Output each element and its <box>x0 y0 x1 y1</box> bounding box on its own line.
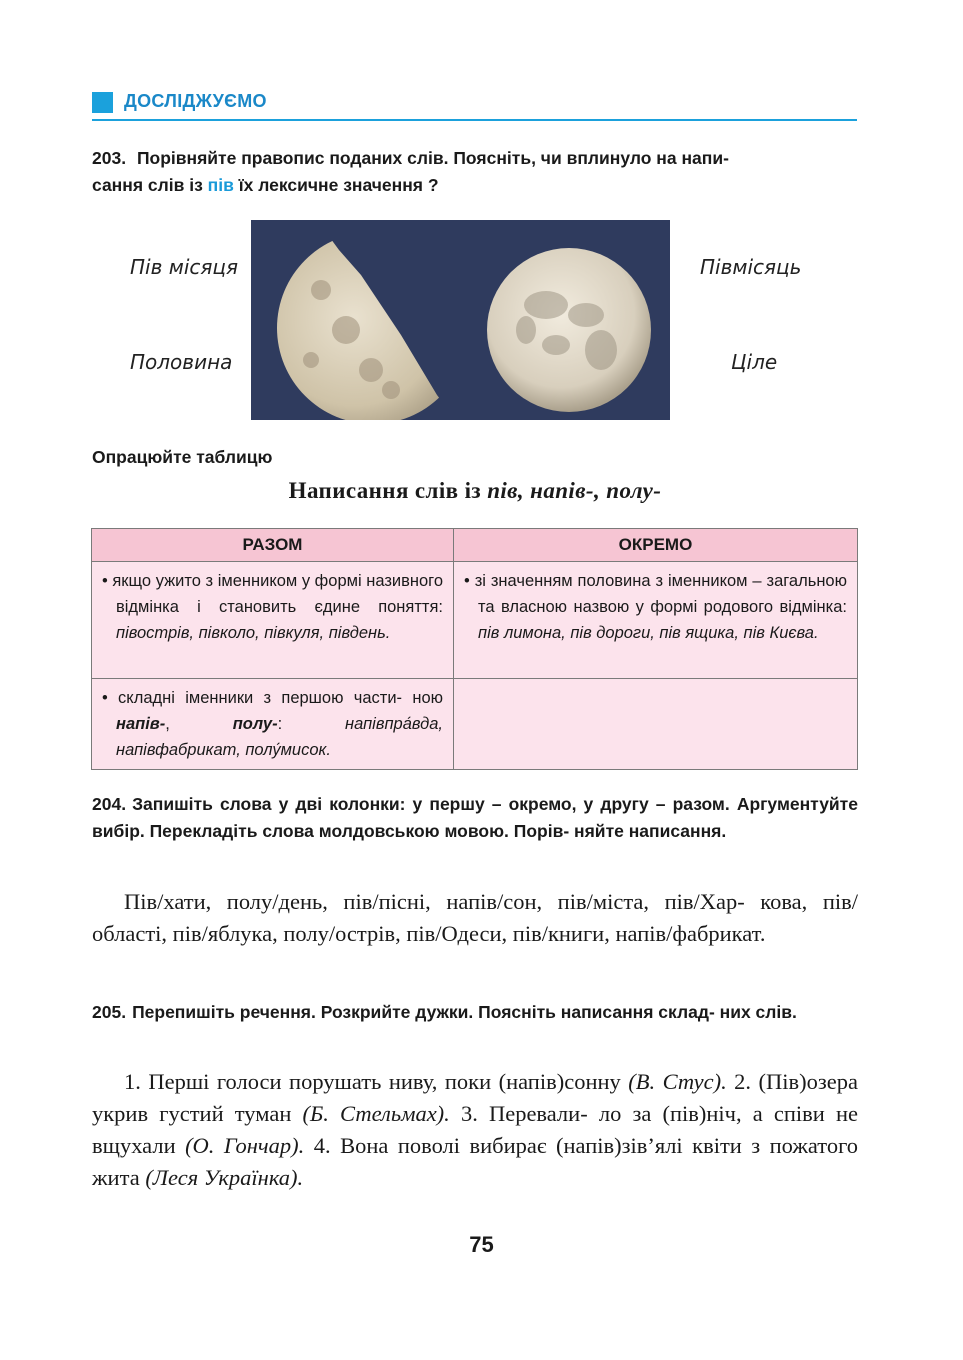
sentence-2: 2. (Пів)озера укрив густий туман <box>92 1069 858 1126</box>
moon-photo <box>251 220 670 420</box>
task-number: 205. <box>92 1002 127 1022</box>
cell-together-rule1 <box>92 562 454 679</box>
table-title <box>92 478 858 504</box>
task-text-end: їх лексичне значення ? <box>233 175 439 195</box>
cell-together-rule2 <box>92 679 454 770</box>
table-title-plain: Написання слів із <box>288 478 488 503</box>
exercise-205 <box>92 1066 858 1194</box>
author-3: (О. Гончар). <box>185 1133 305 1158</box>
rule-text: • зі значенням половина з іменником – загальною та власною назвою у формі родового відмінка: <box>464 572 847 616</box>
task-text: Перепишіть речення. Розкрийте дужки. Поясніть написання склад- них слів. <box>132 1002 797 1022</box>
page-number: 75 <box>469 1232 494 1257</box>
rules-table <box>91 528 858 770</box>
label-right-top: Півмісяць <box>700 255 802 279</box>
rule-examples: півострів, півколо, півкуля, південь. <box>116 624 391 642</box>
highlight-word: пів <box>207 175 234 195</box>
section-divider <box>92 119 857 121</box>
rule-examples: напівпра́вда, напівфабрикат, полу́мисок. <box>116 715 444 759</box>
exercise-text <box>92 1066 858 1194</box>
task-203 <box>92 145 858 199</box>
full-moon-icon <box>487 248 651 412</box>
instruction: Опрацюйте таблицю <box>92 447 273 467</box>
task-204 <box>92 791 858 845</box>
author-4: (Леся Українка). <box>145 1165 304 1190</box>
task-text: Запишіть слова у дві колонки: у першу – окремо, у другу – разом. Аргументуйте вибір. Перекладіть слова молдовською мовою. Порів- няйте написання. <box>92 794 858 841</box>
task-text-line2: сання слів із <box>92 175 208 195</box>
cell-separately-rule1 <box>454 562 858 679</box>
task-number: 204. <box>92 794 127 814</box>
sentence-3: 3. Перевали- ло за (пів)ніч, а співи не вщухали <box>92 1101 858 1158</box>
label-right-bottom: Ціле <box>731 350 778 374</box>
rule-examples: пів лимона, пів дороги, пів ящика, пів Києва. <box>478 624 819 642</box>
cell-separately-empty <box>454 679 858 770</box>
prefix-polu: полу- <box>232 715 278 733</box>
header-separately: ОКРЕМО <box>454 529 858 562</box>
exercise-text: Пів/хати, полу/день, пів/пісні, напів/сон, пів/міста, пів/Хар- кова, пів/області, пів/яблука, полу/острів, пів/Одеси, пів/книги, напів/фабрикат. <box>92 889 858 946</box>
author-2: (Б. Стельмах). <box>302 1101 450 1126</box>
author-1: (В. Стус). <box>628 1069 727 1094</box>
task-205 <box>92 999 858 1026</box>
sentence-4: 4. Вона поволі вибирає (напів)зів’ялі квіти з пожатого жита <box>92 1133 859 1190</box>
separator: , <box>165 715 233 733</box>
header-together: РАЗОМ <box>92 529 454 562</box>
section-marker <box>92 92 113 113</box>
task-text: Порівняйте правопис поданих слів. Поясніть, чи вплинуло на напи- <box>136 148 729 168</box>
section-title: ДОСЛІДЖУЄМО <box>124 91 267 111</box>
rule-text: • складні іменники з першою части- ною <box>102 689 443 707</box>
sentence-1: 1. Перші голоси порушать ниву, поки (напів)сонну <box>124 1069 629 1094</box>
prefix-napiv: напів- <box>116 715 166 733</box>
exercise-204 <box>92 886 858 950</box>
rule-text: • якщо ужито з іменником у формі називного відмінка і становить єдине поняття: <box>102 572 443 616</box>
separator: : <box>277 715 346 733</box>
table-title-italic: пів, напів-, полу- <box>487 478 662 503</box>
label-left-top: Пів місяця <box>130 255 239 279</box>
label-left-bottom: Половина <box>130 350 233 374</box>
task-number: 203. <box>92 148 127 168</box>
